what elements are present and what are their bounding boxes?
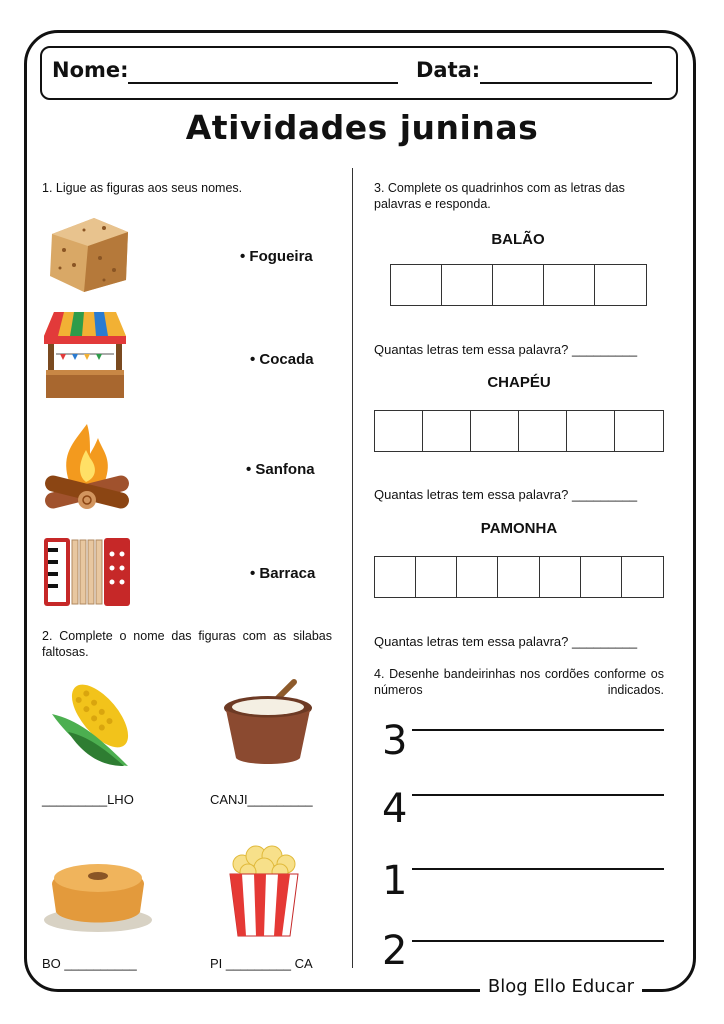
letter-box[interactable]	[442, 265, 493, 305]
cocada-icon	[44, 210, 130, 294]
caption-bolo: BO __________	[42, 956, 137, 971]
name-field[interactable]	[128, 82, 398, 84]
q2-instruction: 2. Complete o nome das figuras com as silabas faltosas.	[42, 629, 332, 659]
letter-box[interactable]	[540, 557, 581, 597]
fogueira-icon	[42, 420, 132, 512]
cord-line-4[interactable]	[412, 794, 664, 796]
letter-box[interactable]	[498, 557, 539, 597]
letter-box[interactable]	[375, 557, 416, 597]
footer-credit: Blog Ello Educar	[480, 976, 642, 997]
cord-line-3[interactable]	[412, 729, 664, 731]
letter-box[interactable]	[493, 265, 544, 305]
cord-line-1[interactable]	[412, 868, 664, 870]
caption-pipoca: PI _________ CA	[210, 956, 313, 971]
header-box	[40, 46, 678, 100]
cord-line-2[interactable]	[412, 940, 664, 942]
word-barraca: • Barraca	[250, 565, 316, 582]
letter-box[interactable]	[567, 411, 615, 451]
word-fogueira: • Fogueira	[240, 248, 313, 265]
letter-boxes-balao[interactable]	[390, 264, 647, 306]
sanfona-icon	[42, 534, 132, 608]
bolo-icon	[42, 852, 154, 936]
date-field[interactable]	[480, 82, 652, 84]
letter-box[interactable]	[615, 411, 663, 451]
q1-instruction: 1. Ligue as figuras aos seus nomes.	[42, 181, 243, 195]
number-1: 1	[382, 858, 408, 904]
column-divider	[352, 168, 353, 968]
word-pamonha: PAMONHA	[480, 520, 558, 537]
barraca-icon	[42, 310, 128, 402]
word-balao: BALÃO	[491, 231, 545, 248]
number-3: 3	[382, 718, 408, 764]
q3-question-balao: Quantas letras tem essa palavra? _________	[374, 342, 638, 357]
letter-box[interactable]	[544, 265, 595, 305]
pipoca-icon	[228, 844, 300, 938]
q3-question-pamonha: Quantas letras tem essa palavra? _________	[374, 634, 638, 649]
letter-box[interactable]	[416, 557, 457, 597]
letter-box[interactable]	[471, 411, 519, 451]
letter-box[interactable]	[457, 557, 498, 597]
letter-box[interactable]	[519, 411, 567, 451]
name-label: Nome:	[52, 58, 129, 82]
q3-instruction: 3. Complete os quadrinhos com as letras das palavras e responda.	[374, 181, 625, 211]
caption-milho: _________LHO	[42, 792, 134, 807]
word-cocada: • Cocada	[250, 351, 314, 368]
q4-instruction: 4. Desenhe bandeirinhas nos cordões conforme os números indicados.	[374, 667, 664, 697]
number-2: 2	[382, 928, 408, 974]
date-label: Data:	[416, 58, 481, 82]
letter-box[interactable]	[375, 411, 423, 451]
letter-boxes-pamonha[interactable]	[374, 556, 664, 598]
canjica-icon	[222, 676, 314, 768]
page-title: Atividades juninas	[185, 108, 539, 147]
letter-box[interactable]	[622, 557, 663, 597]
number-4: 4	[382, 786, 408, 832]
letter-box[interactable]	[423, 411, 471, 451]
word-chapeu: CHAPÉU	[487, 374, 551, 391]
letter-box[interactable]	[595, 265, 646, 305]
letter-box[interactable]	[391, 265, 442, 305]
letter-boxes-chapeu[interactable]	[374, 410, 664, 452]
q3-question-chapeu: Quantas letras tem essa palavra? _________	[374, 487, 638, 502]
word-sanfona: • Sanfona	[246, 461, 315, 478]
caption-canjica: CANJI_________	[210, 792, 313, 807]
letter-box[interactable]	[581, 557, 622, 597]
corn-icon	[48, 676, 138, 768]
